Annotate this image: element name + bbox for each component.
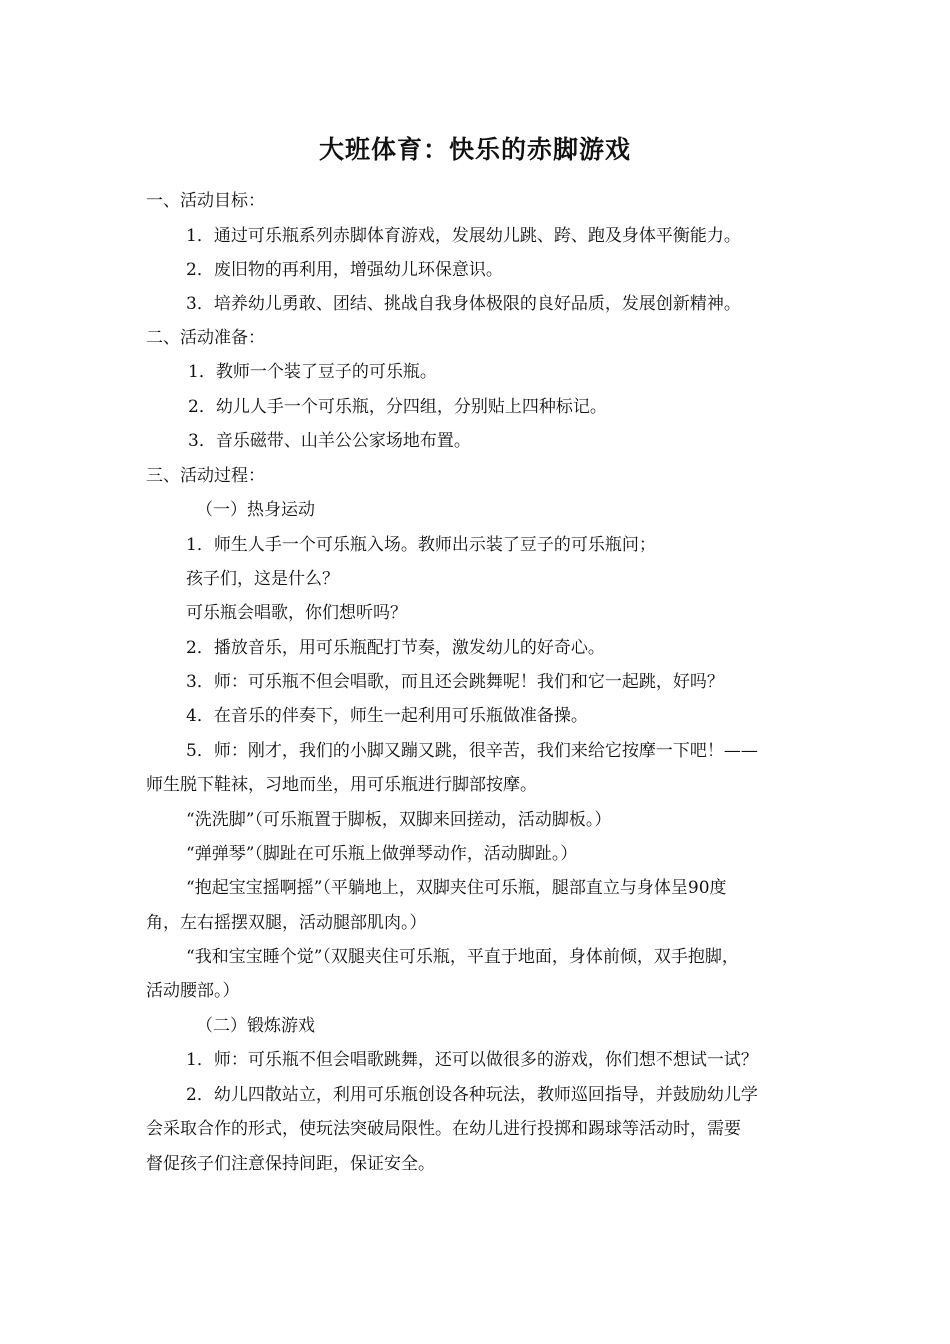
paragraph-line: “抱起宝宝摇啊摇”（平躺地上，双脚夹住可乐瓶，腿部直立与身体呈90度 <box>186 878 727 898</box>
paragraph-line: 活动腰部。） <box>146 981 240 1001</box>
paragraph-line: 1．师生人手一个可乐瓶入场。教师出示装了豆子的可乐瓶问； <box>186 535 656 555</box>
paragraph-line: 3．师：可乐瓶不但会唱歌，而且还会跳舞呢！我们和它一起跳，好吗？ <box>186 672 724 692</box>
paragraph-line: “我和宝宝睡个觉”（双腿夹住可乐瓶，平直于地面，身体前倾，双手抱脚， <box>186 947 739 967</box>
paragraph-line: 孩子们，这是什么？ <box>186 569 339 589</box>
section-heading-goals: 一、活动目标： <box>146 191 265 211</box>
paragraph-line: “弹弹琴”（脚趾在可乐瓶上做弹琴动作，活动脚趾。） <box>186 844 578 864</box>
paragraph-line: 2．播放音乐，用可乐瓶配打节奏，激发幼儿的好奇心。 <box>186 638 605 658</box>
goal-item: 1．通过可乐瓶系列赤脚体育游戏，发展幼儿跳、跨、跑及身体平衡能力。 <box>186 226 741 246</box>
paragraph-line: 1．师：可乐瓶不但会唱歌跳舞，还可以做很多的游戏，你们想不想试一试？ <box>186 1050 758 1070</box>
paragraph-line: “洗洗脚”（可乐瓶置于脚板，双脚来回搓动，活动脚板。） <box>186 810 612 830</box>
paragraph-line: 师生脱下鞋袜，习地而坐，用可乐瓶进行脚部按摩。 <box>146 775 537 795</box>
preparation-item: 2．幼儿人手一个可乐瓶，分四组，分别贴上四种标记。 <box>188 397 607 417</box>
subsection-heading-games: （二）锻炼游戏 <box>196 1016 315 1036</box>
paragraph-line: 角，左右摇摆双腿，活动腿部肌肉。） <box>146 913 427 933</box>
section-heading-preparation: 二、活动准备： <box>146 328 265 348</box>
preparation-item: 3．音乐磁带、山羊公公家场地布置。 <box>188 431 471 451</box>
section-heading-process: 三、活动过程： <box>146 466 265 486</box>
subsection-heading-warmup: （一）热身运动 <box>196 500 315 520</box>
paragraph-line: 会采取合作的形式，使玩法突破局限性。在幼儿进行投掷和踢球等活动时，需要 <box>146 1119 741 1139</box>
document-title: 大班体育：快乐的赤脚游戏 <box>318 135 631 164</box>
paragraph-line: 5．师：刚才，我们的小脚又蹦又跳，很辛苦，我们来给它按摩一下吧！—— <box>186 741 758 761</box>
paragraph-line: 2．幼儿四散站立，利用可乐瓶创设各种玩法，教师巡回指导，并鼓励幼儿学 <box>186 1085 758 1105</box>
paragraph-line: 4．在音乐的伴奏下，师生一起利用可乐瓶做准备操。 <box>186 706 588 726</box>
paragraph-line: 督促孩子们注意保持间距，保证安全。 <box>146 1154 435 1174</box>
preparation-item: 1．教师一个装了豆子的可乐瓶。 <box>188 362 437 382</box>
paragraph-line: 可乐瓶会唱歌，你们想听吗？ <box>186 603 407 623</box>
goal-item: 2．废旧物的再利用，增强幼儿环保意识。 <box>186 260 503 280</box>
goal-item: 3．培养幼儿勇敢、团结、挑战自我身体极限的良好品质，发展创新精神。 <box>186 294 741 314</box>
